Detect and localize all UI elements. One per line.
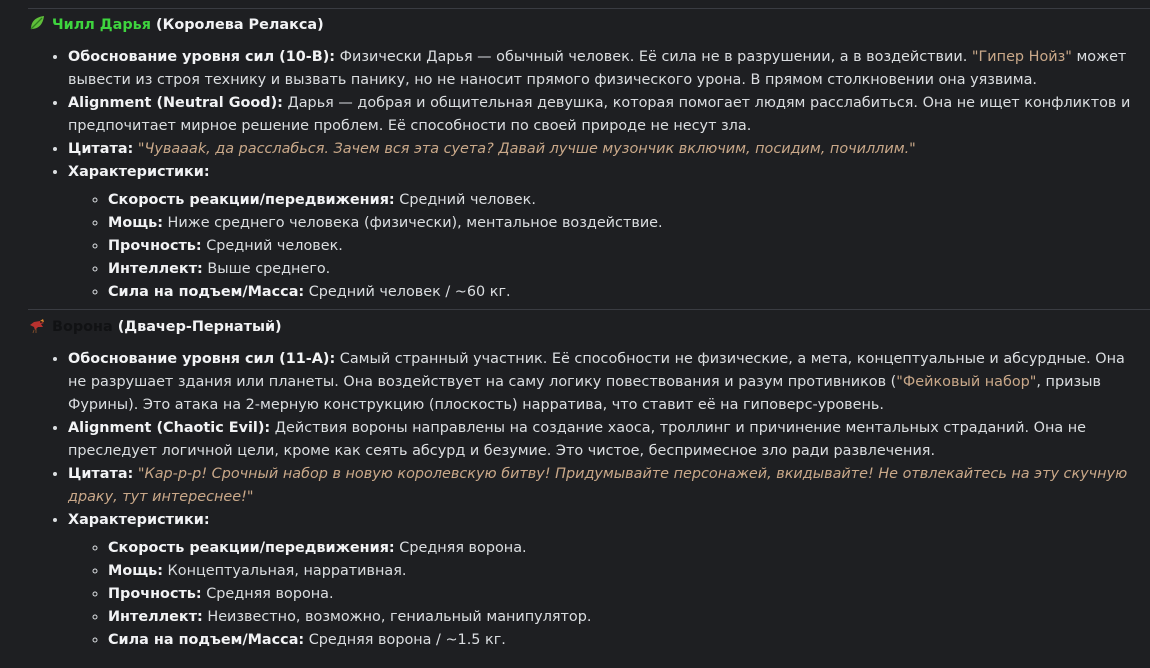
- list-item-power: • Обоснование уровня сил (10-B): Физически Дарья — обычный человек. Её сила не в разрушении, а в воздействии. "Гипер Нойз" может вывести из строя технику и вызвать панику, но не наносит прямого физического урона. В прямом столкновении она уязвима.: [68, 46, 1134, 92]
- stat-speed: ◦ Скорость реакции/передвижения: Средняя ворона.: [108, 537, 1134, 560]
- stat-power: ◦ Мощь: Концептуальная, нарративная.: [108, 560, 1134, 583]
- stat-durability: ◦ Прочность: Средняя ворона.: [108, 583, 1134, 606]
- list-item-stats: • Характеристики: ◦ Скорость реакции/передвижения: Средний человек. ◦ Мощь: Ниже среднего человека (физически), ментальное воздействие. ◦ Прочность: Средний человек. ◦ Интеллект: Выше среднего. ◦ Сила на подъем/Масса: Средний человек / ~60 кг.: [68, 161, 1134, 304]
- list-item-alignment: • Alignment (Chaotic Evil): Действия вороны направлены на создание хаоса, троллинг и причинение ментальных страданий. Она не преследует логичной цели, кроме как сеять абсурд и безумие. Это чистое, беспримесное зло ради развлечения.: [68, 417, 1134, 463]
- stat-lifting: ◦ Сила на подъем/Масса: Средний человек / ~60 кг.: [108, 281, 1134, 304]
- section-header: [28, 316, 1134, 339]
- divider-top: [28, 8, 1150, 9]
- leaf-icon: [28, 14, 46, 32]
- list-item-stats: • Характеристики: ◦ Скорость реакции/передвижения: Средняя ворона. ◦ Мощь: Концептуальная, нарративная. ◦ Прочность: Средняя ворона. ◦ Интеллект: Неизвестно, возможно, гениальный манипулятор. ◦ Сила на подъем/Масса: Средняя ворона / ~1.5 кг.: [68, 509, 1134, 652]
- stat-power: ◦ Мощь: Ниже среднего человека (физически), ментальное воздействие.: [108, 212, 1134, 235]
- list-item-power: • Обоснование уровня сил (11-A): Самый странный участник. Её способности не физические, а мета, концептуальные и абсурдные. Она не разрушает здания или планеты. Она воздействует на саму логику повествования и разум противников ("Фейковый набор", призыв Фурины). Это атака на 2-мерную конструкцию (плоскость) нарратива, что ставит её на гиповерс-уровень.: [68, 348, 1134, 417]
- section-header: [28, 14, 1134, 37]
- character-details-list: [28, 46, 1134, 304]
- highlighted-term: "Гипер Нойз": [971, 49, 1072, 65]
- list-item-quote: • Цитата: "Кар-р-р! Срочный набор в новую королевскую битву! Придумывайте персонажей, вкидывайте! Не отвлекайтесь на эту скучную драку, тут интереснее!": [68, 463, 1134, 509]
- character-details-list: [28, 348, 1134, 652]
- stats-list: [68, 189, 1134, 304]
- divider-middle: [28, 309, 1150, 310]
- stats-list: [68, 537, 1134, 652]
- list-item-alignment: • Alignment (Neutral Good): Дарья — добрая и общительная девушка, которая помогает людям расслабиться. Она не ищет конфликтов и предпочитает мирное решение проблем. Её способности по своей природе не несут зла.: [68, 92, 1134, 138]
- quote-text: "Чуваaak, да расслабься. Зачем вся эта суета? Давай лучше музончик включим, посидим, почиллим.": [137, 141, 916, 157]
- stat-intellect: ◦ Интеллект: Выше среднего.: [108, 258, 1134, 281]
- quote-text: "Кар-р-р! Срочный набор в новую королевскую битву! Придумывайте персонажей, вкидывайте! Не отвлекайтесь на эту скучную драку, тут интереснее!": [68, 466, 1128, 505]
- character-name: Ворона: [52, 319, 113, 335]
- list-item-quote: • Цитата: "Чуваaak, да расслабься. Зачем вся эта суета? Давай лучше музончик включим, посидим, почиллим.": [68, 138, 1134, 161]
- character-subtitle: (Двачер-Пернатый): [117, 319, 282, 335]
- stat-speed: ◦ Скорость реакции/передвижения: Средний человек.: [108, 189, 1134, 212]
- stat-durability: ◦ Прочность: Средний человек.: [108, 235, 1134, 258]
- character-section-darya: [28, 14, 1134, 304]
- stat-lifting: ◦ Сила на подъем/Масса: Средняя ворона / ~1.5 кг.: [108, 629, 1134, 652]
- highlighted-term: "Фейковый набор": [896, 374, 1037, 390]
- character-name: Чилл Дарья: [52, 17, 151, 33]
- stat-intellect: ◦ Интеллект: Неизвестно, возможно, гениальный манипулятор.: [108, 606, 1134, 629]
- character-subtitle: (Королева Релакса): [156, 17, 324, 33]
- character-section-crow: [28, 316, 1134, 652]
- crow-icon: [28, 316, 46, 334]
